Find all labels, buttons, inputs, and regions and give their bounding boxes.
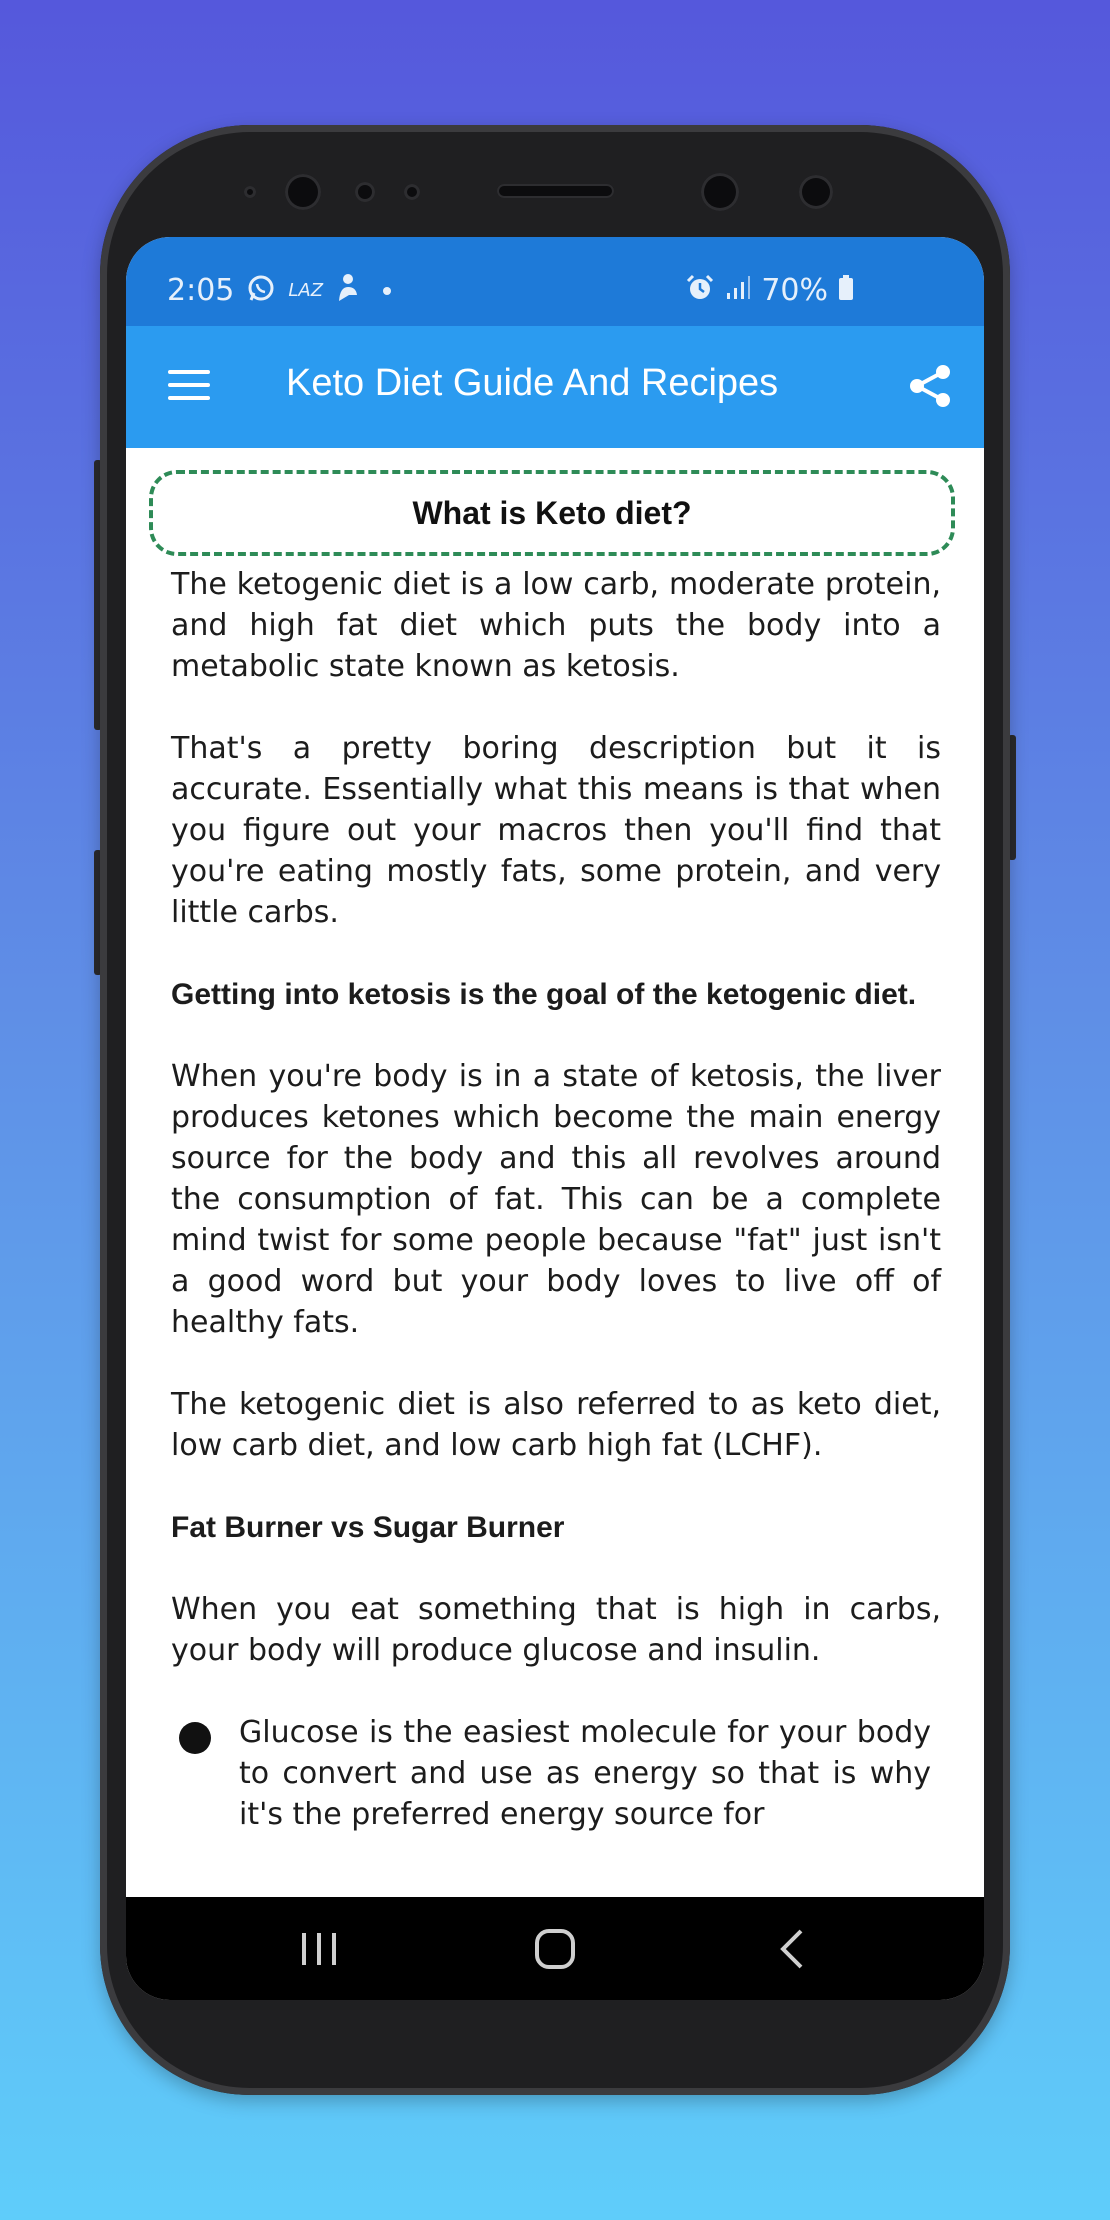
article-content[interactable] [126,448,984,2000]
list-item-text: Glucose is the easiest molecule for your body to convert and use as energy so that is why it's the preferred energy source for [239,1715,931,1832]
list-item [171,1712,941,1835]
paragraph: When you eat something that is high in carbs, your body will produce glucose and insulin. [171,1592,941,1668]
person-icon [335,273,361,308]
home-button[interactable] [525,1923,585,1975]
whatsapp-icon [246,273,276,308]
dot-icon [383,287,391,295]
back-button[interactable] [763,1923,823,1975]
article-body [171,564,941,1835]
navigation-bar [126,1897,984,2000]
hamburger-menu-icon[interactable] [168,370,210,400]
paragraph: When you're body is in a state of ketosis, the liver produces ketones which become the main energy source for the body and this all revolves around the consumption of fat. This can be a complete mind twist for some people because "fat" just isn't a good word but your body loves to live off of healthy fats. [171,1059,941,1340]
laz-icon: LAZ [288,280,324,301]
sensor-icon [799,175,833,209]
share-icon[interactable] [908,363,954,409]
status-bar [126,237,984,326]
sensor-icon [244,186,256,198]
signal-icon [725,275,751,306]
bullet-icon [179,1722,211,1754]
sensor-icon [355,182,375,202]
alarm-icon [685,273,715,308]
paragraph: The ketogenic diet is a low carb, moderate protein, and high fat diet which puts the body into a metabolic state known as ketosis. [171,567,941,684]
iris-camera-icon [701,173,739,211]
status-right [685,273,854,308]
bold-paragraph: Getting into ketosis is the goal of the ketogenic diet. [171,978,917,1011]
article-heading: What is Keto diet? [149,470,955,556]
paragraph: That's a pretty boring description but it is accurate. Essentially what this means is that when you figure out your macros then you'll find that you're eating mostly fats, some protein, and very little carbs. [171,731,941,930]
front-camera-icon [285,174,321,210]
paragraph: The ketogenic diet is also referred to as keto diet, low carb diet, and low carb high fat (LCHF). [171,1387,941,1463]
phone-screen [126,237,984,2000]
app-title: Keto Diet Guide And Recipes [286,362,779,404]
section-heading: Fat Burner vs Sugar Burner [171,1511,565,1544]
recent-apps-button[interactable] [289,1923,349,1975]
earpiece-speaker [497,184,614,198]
status-left [167,273,391,308]
status-time: 2:05 [167,273,235,308]
sensor-icon [404,184,420,200]
battery-percent: 70% [761,273,828,308]
battery-icon [838,275,854,306]
app-bar [126,326,984,448]
